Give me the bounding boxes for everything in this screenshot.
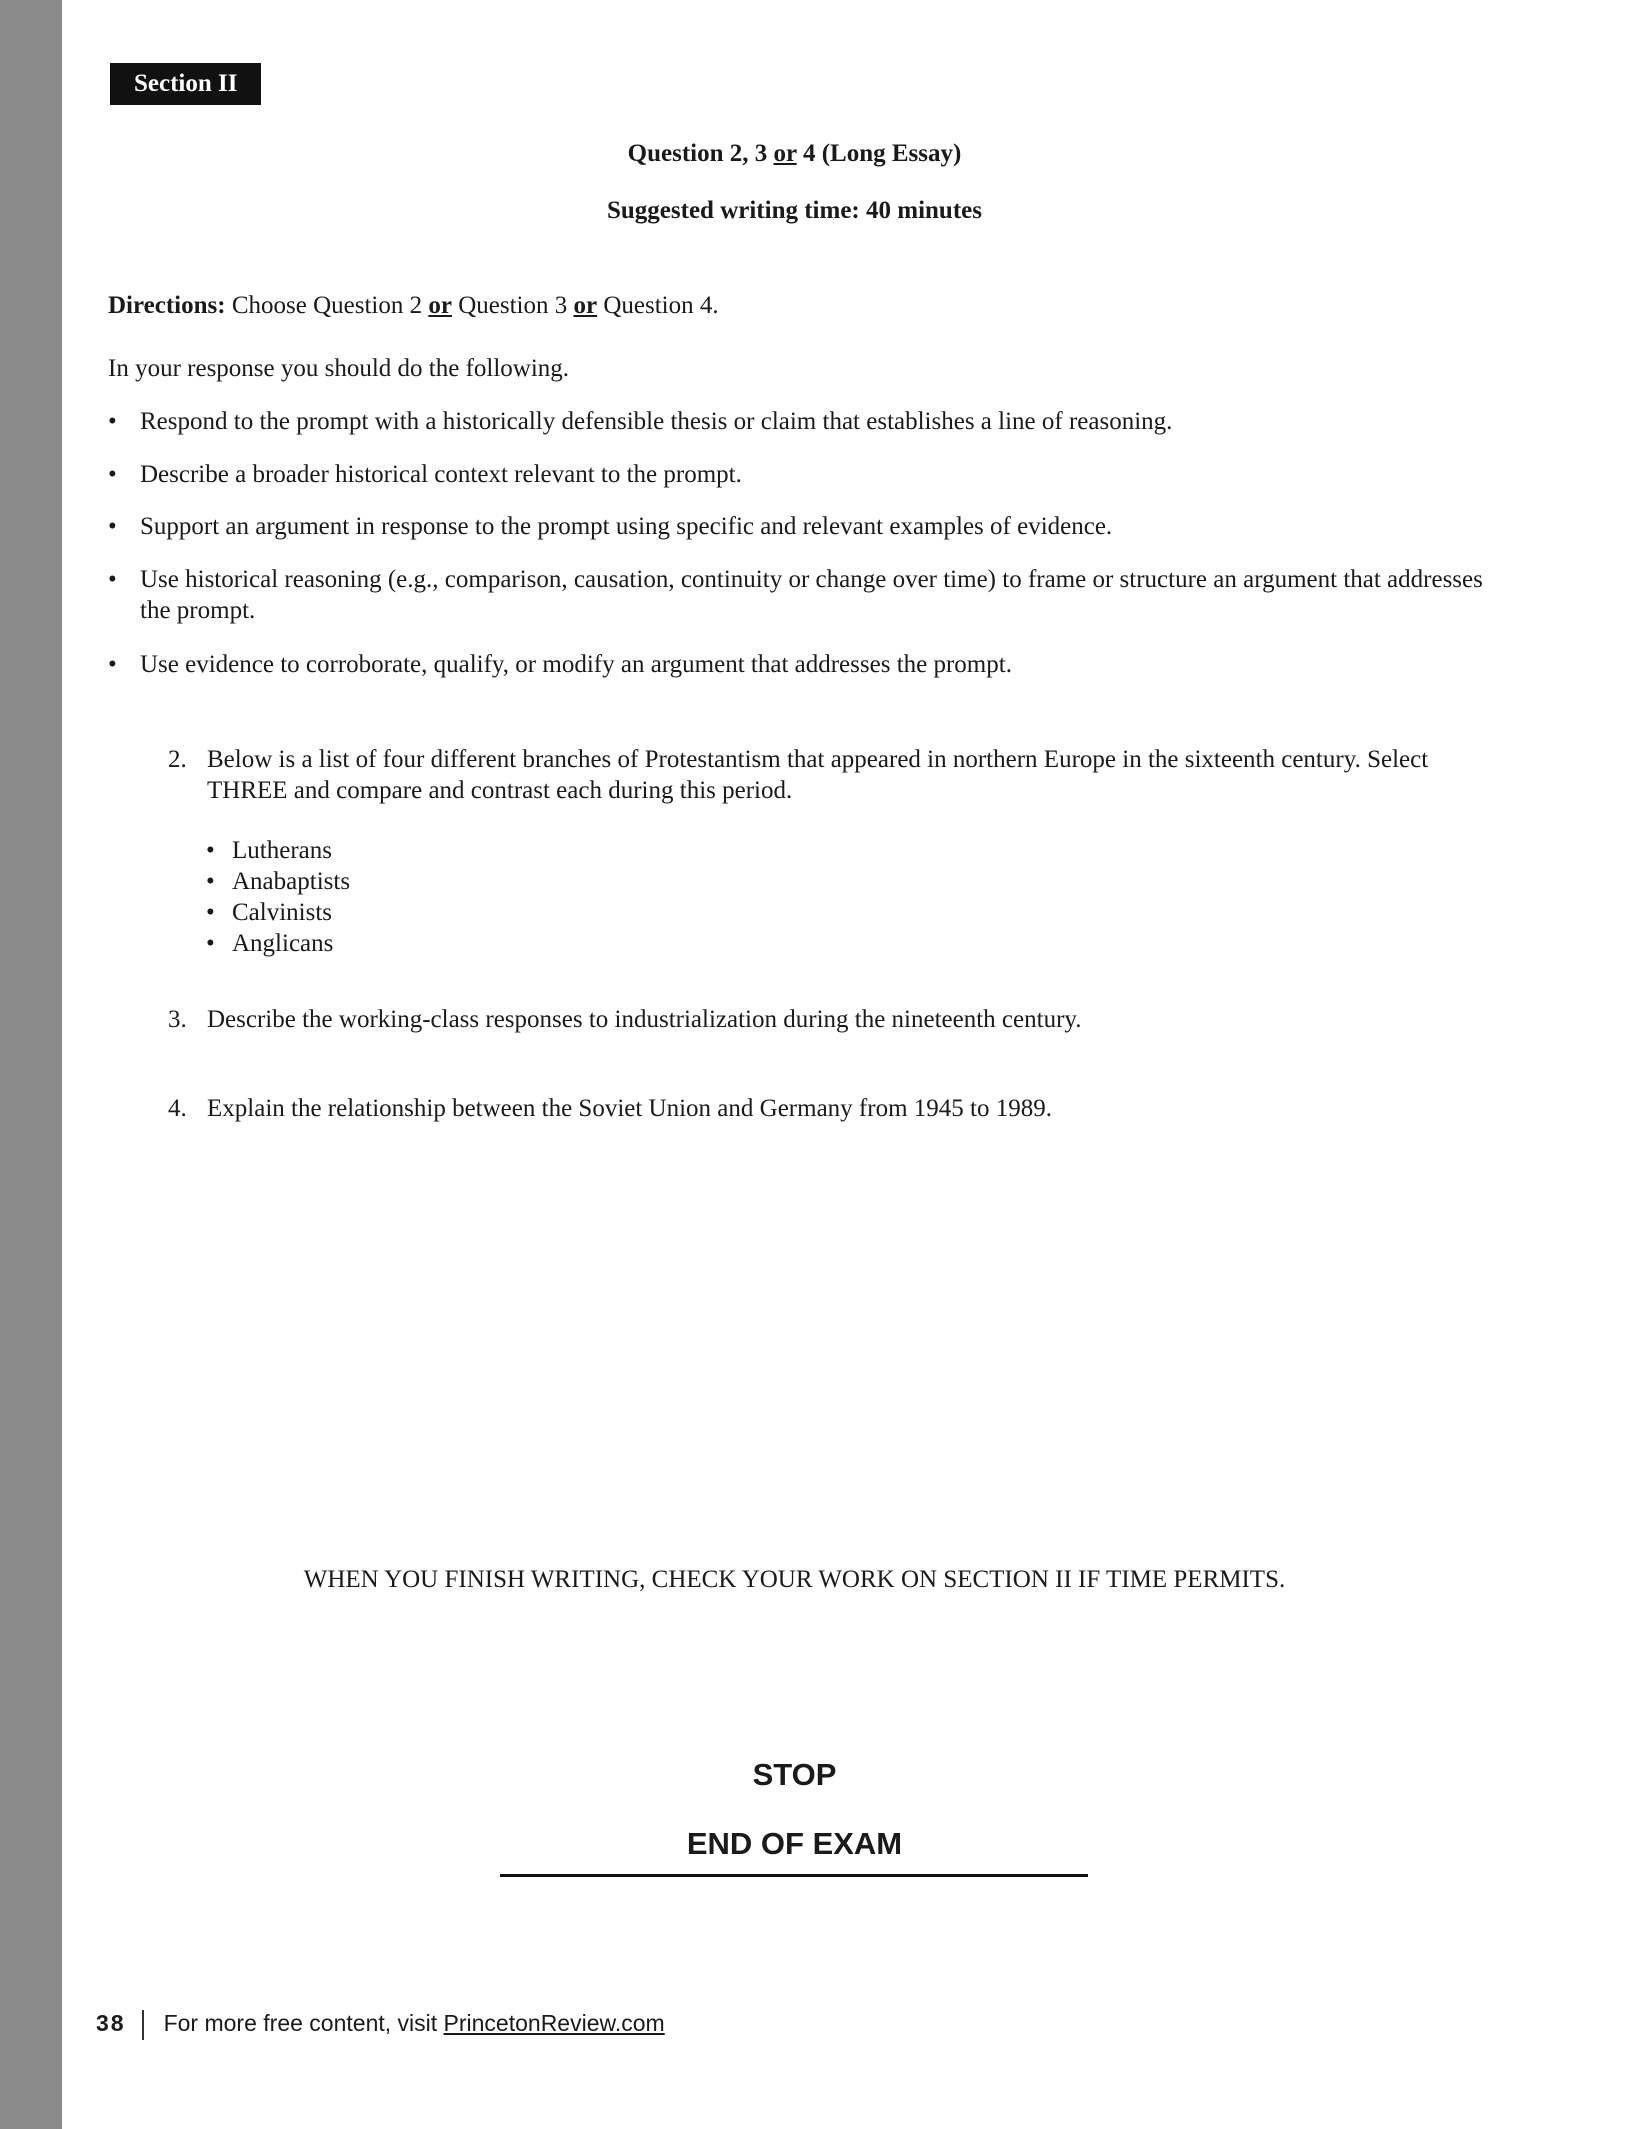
bullet-icon: • (206, 930, 215, 957)
instruction-item (108, 511, 1488, 542)
question-title-part1: Question 2, 3 (627, 140, 774, 167)
instruction-text: Use evidence to corroborate, qualify, or modify an argument that addresses the prompt. (140, 651, 1012, 678)
list-item (206, 928, 350, 959)
stop-heading: STOP (752, 1757, 837, 1792)
end-of-exam-heading: END OF EXAM (686, 1826, 903, 1861)
bullet-icon: • (108, 513, 117, 540)
question-4 (168, 1093, 1488, 1124)
bullet-icon: • (108, 651, 117, 678)
end-divider (500, 1874, 1088, 1877)
question-3 (168, 1004, 1488, 1035)
directions-text-1: Choose Question 2 (225, 292, 429, 319)
question-number: 3. (168, 1006, 187, 1033)
list-item (206, 835, 350, 866)
directions-label: Directions: (108, 292, 226, 319)
directions-text-3: Question 4. (597, 292, 719, 319)
bullet-icon: • (108, 461, 117, 488)
question-title-part2: 4 (Long Essay) (796, 140, 962, 167)
directions-or-1: or (428, 292, 452, 319)
bullet-icon: • (206, 899, 215, 926)
branch-name: Lutherans (232, 837, 332, 864)
left-margin-bar (0, 0, 62, 2129)
page-footer (96, 2010, 665, 2040)
directions (108, 290, 719, 321)
instruction-text: Use historical reasoning (e.g., comparison, causation, continuity or change over time) to frame or structure an argument that addresses the prompt. (140, 566, 1483, 624)
page-number: 38 (96, 2010, 126, 2037)
footer-link[interactable]: PrincetonReview.com (443, 2010, 665, 2037)
bullet-icon: • (108, 408, 117, 435)
instruction-item (108, 406, 1488, 437)
writing-time: Suggested writing time: 40 minutes (607, 197, 982, 224)
finish-note: WHEN YOU FINISH WRITING, CHECK YOUR WORK ON SECTION II IF TIME PERMITS. (303, 1566, 1286, 1593)
footer-text: For more free content, visit (163, 2010, 444, 2037)
branch-name: Anglicans (232, 930, 334, 957)
list-item (206, 897, 350, 928)
question-number: 2. (168, 746, 187, 773)
instruction-item (108, 649, 1488, 680)
directions-text-2: Question 3 (451, 292, 574, 319)
question-text: Describe the working-class responses to industrialization during the nineteenth century. (207, 1006, 1082, 1033)
branch-name: Calvinists (232, 899, 333, 926)
instruction-text: Describe a broader historical context relevant to the prompt. (140, 461, 742, 488)
bullet-icon: • (108, 566, 117, 593)
question-2 (168, 744, 1488, 806)
question-title-or: or (773, 140, 797, 167)
bullet-icon: • (206, 837, 215, 864)
instruction-item (108, 459, 1488, 490)
directions-or-2: or (573, 292, 598, 319)
bullet-icon: • (206, 868, 215, 895)
footer-divider (142, 2010, 144, 2040)
branch-name: Anabaptists (232, 868, 351, 895)
question-text: Below is a list of four different branches of Protestantism that appeared in northern Europe in the sixteenth century. Select THREE and compare and contrast each during this period. (207, 746, 1429, 804)
section-tag: Section II (110, 63, 261, 105)
intro-text: In your response you should do the following. (108, 355, 570, 382)
instruction-text: Support an argument in response to the prompt using specific and relevant examples of evidence. (140, 513, 1113, 540)
list-item (206, 866, 350, 897)
instruction-text: Respond to the prompt with a historically defensible thesis or claim that establishes a line of reasoning. (140, 408, 1173, 435)
instruction-item (108, 564, 1488, 626)
branches-list (206, 835, 350, 959)
question-number: 4. (168, 1095, 187, 1122)
question-title (62, 140, 1527, 168)
question-text: Explain the relationship between the Soviet Union and Germany from 1945 to 1989. (207, 1095, 1052, 1122)
